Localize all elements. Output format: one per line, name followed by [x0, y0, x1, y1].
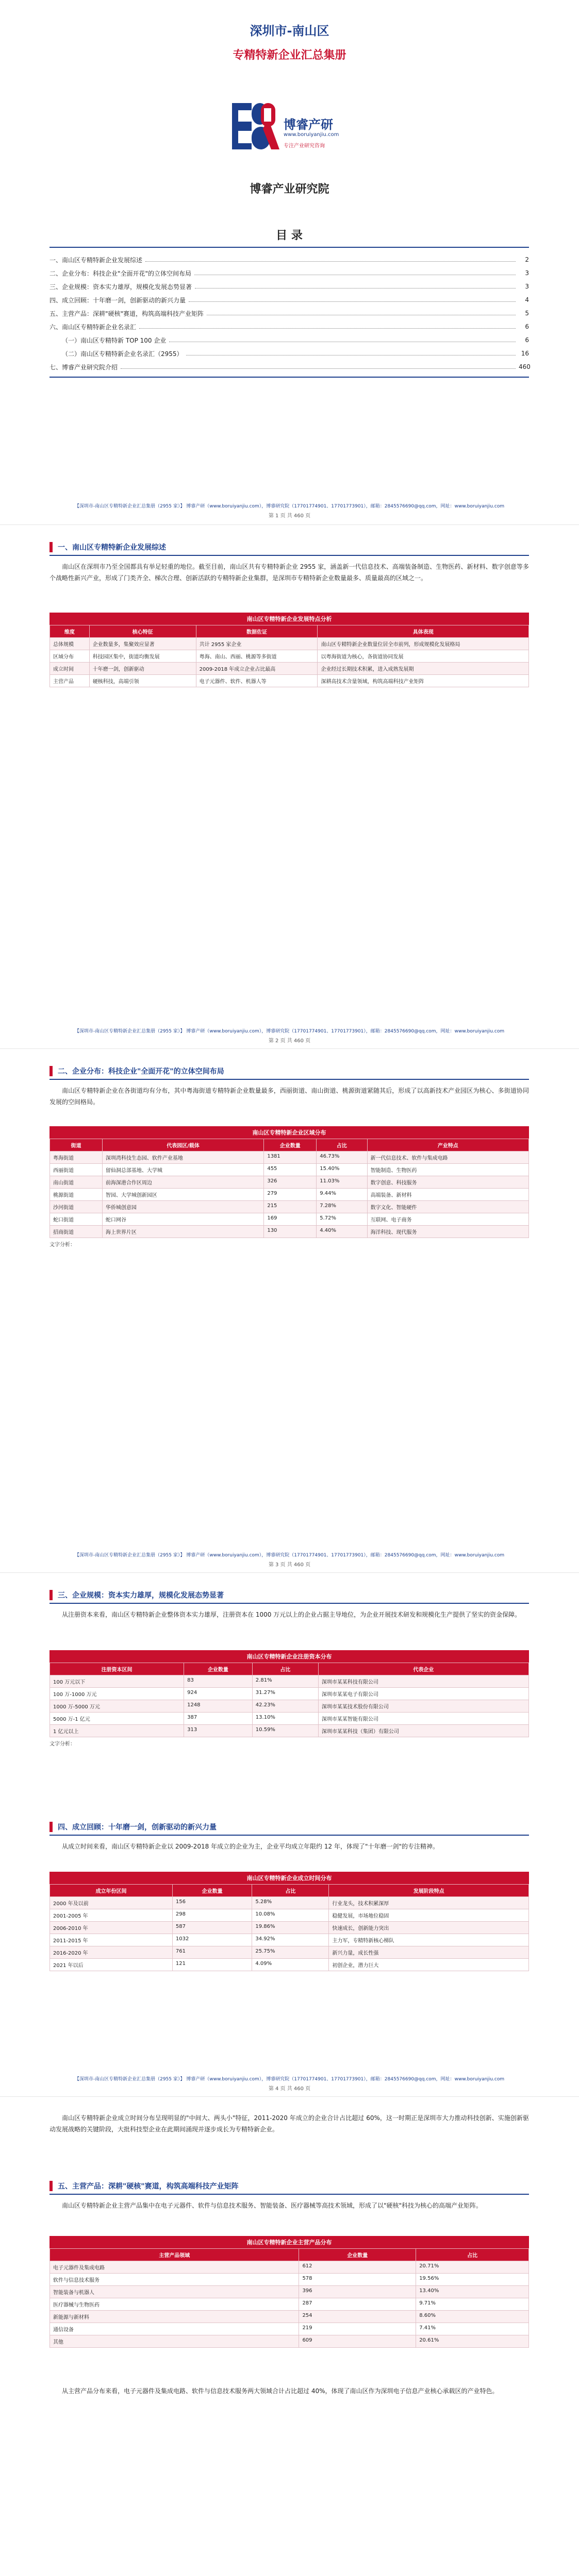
cover-subtitle: 专精特新企业汇总集册: [233, 49, 346, 62]
table-cell: 十年磨一剑，创新驱动: [89, 663, 196, 675]
table-cell: 软件与信息技术服务: [50, 2274, 299, 2286]
table-cell: 5.28%: [252, 1897, 329, 1909]
table-cell: 13.10%: [252, 1713, 318, 1725]
table-cell: 科技园区集中，街道均衡发展: [89, 650, 196, 663]
table-cell: 2.81%: [252, 1675, 318, 1688]
page-number: 第 2 页 共 460 页: [268, 1038, 311, 1044]
table-header-cell: 占比: [416, 2249, 529, 2261]
institute-name: 博睿产业研究院: [250, 183, 329, 196]
page-footer: 【深圳市-南山区专精特新企业汇总集册（2955 家）】 博睿产研（www.boruiyanjiu.com），博睿研究院（17701774901、17701773901），邮箱：2845576690@qq.com，网址：www.boruiyanjiu.com: [74, 504, 505, 509]
table-cell: 761: [172, 1946, 252, 1959]
table-cell: 169: [264, 1213, 317, 1226]
table-row: [50, 1713, 529, 1725]
table-header-cell: 占比: [317, 1139, 367, 1151]
cover-title: 深圳市-南山区: [250, 24, 329, 38]
table-cell: 9.44%: [317, 1189, 367, 1201]
toc-leader-dots: [139, 328, 516, 329]
table-cell: 深圳市某某科技（集团）有限公司: [318, 1725, 528, 1737]
table-cell: 34.92%: [252, 1934, 329, 1946]
section-1-intro: 南山区在深圳市乃至全国都具有举足轻重的地位。截至目前，南山区共有专精特新企业 2955 家，涵盖新一代信息技术、高端装备制造、生物医药、新材料、数字创意等多个战略性新兴产业，形成了门类齐全、梯次合理、创新活跃的专精特新企业集群，是深圳市专精特新企业数量最多、质量最高的区域之一。: [49, 563, 529, 582]
table-cell: 156: [172, 1897, 252, 1909]
table-cell: 新一代信息技术、软件与集成电路: [367, 1151, 528, 1164]
table-cell: 2001-2005 年: [50, 1909, 173, 1922]
table-row: [50, 2286, 529, 2298]
page-5: [0, 2097, 579, 2576]
table-cell: 612: [299, 2261, 416, 2274]
table-cell: 数字文化、智能硬件: [367, 1201, 528, 1213]
table-cell: 13.40%: [416, 2286, 529, 2298]
section-2-table: [49, 1126, 529, 1248]
table-cell: 前海深港合作区周边: [102, 1176, 263, 1189]
section-1-table: [49, 613, 529, 687]
table-cell: 924: [184, 1688, 253, 1700]
table-row: [50, 1922, 529, 1934]
table-cell: 南山街道: [50, 1176, 103, 1189]
table-cell: 成立时间: [50, 663, 90, 675]
table-header-cell: 占比: [252, 1885, 329, 1897]
table-cell: 1381: [264, 1151, 317, 1164]
section-5-header: [49, 2179, 529, 2193]
table-cell: 深圳市某某科技有限公司: [318, 1675, 528, 1688]
table-cell: 121: [172, 1959, 252, 1971]
table-cell: 深耕高技术含量领域，构筑高端科技产业矩阵: [318, 675, 529, 687]
table-row: [50, 1725, 529, 1737]
table-cell: 新能源与新材料: [50, 2311, 299, 2323]
table-row: [50, 2298, 529, 2311]
table-cell: 455: [264, 1164, 317, 1176]
section-3-header: [49, 1588, 529, 1602]
table-cell: 130: [264, 1226, 317, 1238]
section-4-header: [49, 1820, 529, 1834]
page-footer: 【深圳市-南山区专精特新企业汇总集册（2955 家）】 博睿产研（www.boruiyanjiu.com），博睿研究院（17701774901、17701773901），邮箱：2845576690@qq.com，网址：www.boruiyanjiu.com: [74, 1029, 505, 1034]
table-cell: 4.40%: [317, 1226, 367, 1238]
table-cell: 2000 年及以前: [50, 1897, 173, 1909]
table-cell: 主营产品: [50, 675, 90, 687]
section-1-table-title: 南山区专精特新企业发展特点分析: [49, 613, 529, 625]
table-header-cell: 代表企业: [318, 1663, 528, 1675]
table-row: [50, 1151, 529, 1164]
table-header-cell: 占比: [252, 1663, 318, 1675]
table-cell: 南山区专精特新企业数量位居全市前列，形成规模化发展格局: [318, 638, 529, 650]
table-header-cell: 具体表现: [318, 625, 529, 638]
table-cell: 深圳市某某智能有限公司: [318, 1713, 528, 1725]
section-5-title: 五、主营产品：深耕"硬核"赛道，构筑高端科技产业矩阵: [58, 2182, 239, 2191]
toc-item-label: （二）南山区专精特新企业名录汇（2955）: [62, 350, 183, 358]
toc-item-page: 16: [521, 350, 529, 357]
table-cell: 219: [299, 2323, 416, 2335]
table-cell: 396: [299, 2286, 416, 2298]
toc-item-label: （一）南山区专精特新 TOP 100 企业: [62, 336, 167, 344]
table-row: [50, 1909, 529, 1922]
toc-item-page: 5: [525, 310, 529, 317]
table-cell: 粤海街道: [50, 1151, 103, 1164]
table-cell: 稳健发展，市场地位稳固: [329, 1909, 529, 1922]
table-cell: 1000 万-5000 万元: [50, 1700, 184, 1713]
section-3-intro: 从注册资本来看，南山区专精特新企业整体资本实力雄厚，注册资本在 1000 万元以上的企业占据主导地位，为企业开展技术研发和规模化生产提供了坚实的资金保障。: [62, 1611, 521, 1618]
table-cell: 留仙洞总部基地、大学城: [102, 1164, 263, 1176]
table-cell: 行业龙头，技术积累深厚: [329, 1897, 529, 1909]
table-cell: 总体规模: [50, 638, 90, 650]
table-cell: 9.71%: [416, 2298, 529, 2311]
table-row: [50, 1226, 529, 1238]
table-row: [50, 1897, 529, 1909]
toc-title: 目 录: [276, 229, 303, 242]
table-row: [50, 1201, 529, 1213]
table-cell: 578: [299, 2274, 416, 2286]
table-cell: 587: [172, 1922, 252, 1934]
table-cell: 42.23%: [252, 1700, 318, 1713]
table-cell: 区域分布: [50, 650, 90, 663]
table-header-cell: 企业数量: [299, 2249, 416, 2261]
table-cell: 326: [264, 1176, 317, 1189]
section-3-table: [49, 1650, 529, 1747]
table-header-cell: 企业数量: [184, 1663, 253, 1675]
table-cell: 蛇口网谷: [102, 1213, 263, 1226]
toc-item-page: 3: [525, 269, 529, 277]
section-3-table-title: 南山区专精特新企业注册资本分布: [49, 1650, 529, 1663]
table-header-cell: 企业数量: [264, 1139, 317, 1151]
table-cell: 387: [184, 1713, 253, 1725]
table-cell: 2016-2020 年: [50, 1946, 173, 1959]
table-cell: 医疗器械与生物医药: [50, 2298, 299, 2311]
table-row: [50, 2261, 529, 2274]
table-cell: 西丽街道: [50, 1164, 103, 1176]
section-5-table: [49, 2236, 529, 2348]
section-3-analysis-label: 文字分析：: [49, 1741, 75, 1747]
toc-leader-dots: [121, 368, 516, 369]
section-1-title: 一、南山区专精特新企业发展综述: [58, 544, 166, 552]
table-row: [50, 1176, 529, 1189]
table-cell: 609: [299, 2335, 416, 2348]
table-cell: 7.41%: [416, 2323, 529, 2335]
table-cell: 快速成长，创新能力突出: [329, 1922, 529, 1934]
table-cell: 8.60%: [416, 2311, 529, 2323]
section-5-intro: 南山区专精特新企业主营产品集中在电子元器件、软件与信息技术服务、智能装备、医疗器械等高技术领域，形成了以"硬核"科技为核心的高端产业矩阵。: [62, 2202, 483, 2209]
toc-item-page: 2: [525, 256, 529, 263]
toc-leader-dots: [195, 288, 516, 289]
table-row: [50, 1688, 529, 1700]
table-row: [50, 1700, 529, 1713]
logo-brand-text: 博睿产研: [284, 117, 333, 132]
logo-url-text: www.boruiyanjiu.com: [284, 132, 339, 138]
table-header-cell: 企业数量: [172, 1885, 252, 1897]
page-number: 第 1 页 共 460 页: [268, 513, 311, 519]
table-header-cell: 注册资本区间: [50, 1663, 184, 1675]
table-row: [50, 1189, 529, 1201]
table-cell: 298: [172, 1909, 252, 1922]
page-3: [0, 1049, 579, 1573]
toc-item-page: 460: [519, 363, 531, 370]
table-cell: 桃源街道: [50, 1189, 103, 1201]
table-cell: 19.56%: [416, 2274, 529, 2286]
table-cell: 25.75%: [252, 1946, 329, 1959]
brand-logo: [232, 98, 351, 160]
table-header-cell: 代表园区/载体: [102, 1139, 263, 1151]
page-footer: 【深圳市-南山区专精特新企业汇总集册（2955 家）】 博睿产研（www.boruiyanjiu.com），博睿研究院（17701774901、17701773901），邮箱：2845576690@qq.com，网址：www.boruiyanjiu.com: [74, 2077, 505, 2082]
toc-item-page: 6: [525, 323, 529, 330]
table-cell: 招商街道: [50, 1226, 103, 1238]
section-2-intro: 南山区专精特新企业在各街道均有分布，其中粤海街道专精特新企业数量最多，西丽街道、南山街道、桃源街道紧随其后，形成了以高新技术产业园区为核心、多街道协同发展的空间格局。: [49, 1087, 529, 1106]
logo-slogan-text: 专注产业研究咨询: [284, 143, 325, 149]
table-row: [50, 1213, 529, 1226]
section-2-title: 二、企业分布：科技企业"全面开花"的立体空间布局: [58, 1067, 224, 1076]
toc-item-page: 6: [525, 336, 529, 344]
table-cell: 100 万-1000 万元: [50, 1688, 184, 1700]
table-header-cell: 发展阶段特点: [329, 1885, 529, 1897]
table-row: [50, 1164, 529, 1176]
page-footer: 【深圳市-南山区专精特新企业汇总集册（2955 家）】 博睿产研（www.boruiyanjiu.com），博睿研究院（17701774901、17701773901），邮箱：2845576690@qq.com，网址：www.boruiyanjiu.com: [74, 1553, 505, 1558]
section-2-header: [49, 1064, 529, 1078]
table-cell: 海上世界片区: [102, 1226, 263, 1238]
table-cell: 19.86%: [252, 1922, 329, 1934]
section-4-analysis: 南山区专精特新企业成立时间分布呈现明显的"中间大、两头小"特征，2011-2020 年成立的企业合计占比超过 60%，这一时期正是深圳市大力推动科技创新、实施创新驱动发展战略的关键阶段，大批科技型企业在此期间涌现并逐步成长为专精特新企业。: [49, 2114, 529, 2133]
table-cell: 31.27%: [252, 1688, 318, 1700]
toc-item-label: 一、南山区专精特新企业发展综述: [49, 256, 143, 264]
table-cell: 2009-2018 年成立企业占比最高: [196, 663, 318, 675]
table-cell: 通信设备: [50, 2323, 299, 2335]
table-cell: 企业经过长期技术积累，进入成熟发展期: [318, 663, 529, 675]
table-cell: 企业数量多，集聚效应显著: [89, 638, 196, 650]
table-cell: 279: [264, 1189, 317, 1201]
section-3-title: 三、企业规模：资本实力雄厚，规模化发展态势显著: [58, 1591, 224, 1600]
page-4: [0, 1573, 579, 2097]
table-cell: 1248: [184, 1700, 253, 1713]
toc-item[interactable]: [49, 347, 529, 360]
table-cell: 初创企业，潜力巨大: [329, 1959, 529, 1971]
toc-item[interactable]: [49, 266, 529, 280]
table-row: [50, 2274, 529, 2286]
table-cell: 互联网、电子商务: [367, 1213, 528, 1226]
table-row: [50, 2335, 529, 2348]
table-cell: 高端装备、新材料: [367, 1189, 528, 1201]
page-cover: [0, 0, 579, 525]
table-cell: 主力军，专精特新核心梯队: [329, 1934, 529, 1946]
table-cell: 深圳湾科技生态园、软件产业基地: [102, 1151, 263, 1164]
table-cell: 7.28%: [317, 1201, 367, 1213]
toc-item-label: 二、企业分布：科技企业"全面开花"的立体空间布局: [49, 269, 192, 277]
table-cell: 华侨城创意园: [102, 1201, 263, 1213]
table-cell: 以粤海街道为核心，各街道协同发展: [318, 650, 529, 663]
table-header-cell: 核心特征: [89, 625, 196, 638]
table-cell: 20.61%: [416, 2335, 529, 2348]
toc-item[interactable]: [49, 253, 529, 266]
page-number: 第 4 页 共 460 页: [268, 2086, 311, 2092]
toc-item-label: 三、企业规模：资本实力雄厚，规模化发展态势显著: [49, 283, 192, 291]
table-row: [50, 638, 529, 650]
toc-item[interactable]: [49, 333, 529, 347]
table-cell: 313: [184, 1725, 253, 1737]
toc-leader-dots: [145, 261, 516, 262]
table-row: [50, 675, 529, 687]
table-row: [50, 663, 529, 675]
section-4-intro: 从成立时间来看，南山区专精特新企业以 2009-2018 年成立的企业为主，企业平均成立年限约 12 年，体现了"十年磨一剑"的专注精神。: [62, 1843, 439, 1850]
section-5-table-title: 南山区专精特新企业主营产品分布: [49, 2236, 529, 2248]
table-cell: 深圳市某某电子有限公司: [318, 1688, 528, 1700]
table-header-cell: 主营产品领域: [50, 2249, 299, 2261]
toc-list: [49, 253, 529, 374]
table-cell: 10.59%: [252, 1725, 318, 1737]
table-cell: 46.73%: [317, 1151, 367, 1164]
section-4-table-title: 南山区专精特新企业成立时间分布: [49, 1872, 529, 1884]
table-cell: 海洋科技、现代服务: [367, 1226, 528, 1238]
table-cell: 2006-2010 年: [50, 1922, 173, 1934]
toc-item[interactable]: [49, 320, 529, 333]
table-cell: 1032: [172, 1934, 252, 1946]
table-row: [50, 1934, 529, 1946]
toc-item-page: 3: [525, 283, 529, 290]
table-header-cell: 数据佐证: [196, 625, 318, 638]
toc-leader-dots: [189, 301, 516, 302]
table-cell: 其他: [50, 2335, 299, 2348]
table-header-cell: 街道: [50, 1139, 103, 1151]
table-cell: 10.08%: [252, 1909, 329, 1922]
section-4-table: [49, 1872, 529, 1971]
table-cell: 287: [299, 2298, 416, 2311]
toc-item-label: 七、博睿产业研究院介绍: [49, 363, 118, 371]
table-cell: 新兴力量，成长性强: [329, 1946, 529, 1959]
table-cell: 电子元器件、软件、机器人等: [196, 675, 318, 687]
table-cell: 254: [299, 2311, 416, 2323]
table-cell: 11.03%: [317, 1176, 367, 1189]
table-cell: 215: [264, 1201, 317, 1213]
toc: [49, 227, 529, 378]
table-cell: 粤海、南山、西丽、桃源等多街道: [196, 650, 318, 663]
table-cell: 5000 万-1 亿元: [50, 1713, 184, 1725]
table-cell: 硬核科技，高端引领: [89, 675, 196, 687]
table-cell: 智能制造、生物医药: [367, 1164, 528, 1176]
table-cell: 5.72%: [317, 1213, 367, 1226]
toc-item[interactable]: [49, 360, 529, 374]
toc-item-label: 四、成立回顾：十年磨一剑，创新驱动的新兴力量: [49, 296, 186, 304]
section-1-header: [49, 540, 529, 554]
table-row: [50, 650, 529, 663]
section-4-title: 四、成立回顾：十年磨一剑，创新驱动的新兴力量: [58, 1823, 217, 1832]
toc-item[interactable]: [49, 307, 529, 320]
table-cell: 4.09%: [252, 1959, 329, 1971]
table-cell: 1 亿元以上: [50, 1725, 184, 1737]
table-cell: 深圳市某某技术股份有限公司: [318, 1700, 528, 1713]
table-cell: 沙河街道: [50, 1201, 103, 1213]
toc-item-label: 六、南山区专精特新企业名录汇: [49, 323, 137, 331]
table-cell: 共计 2955 家企业: [196, 638, 318, 650]
table-cell: 15.40%: [317, 1164, 367, 1176]
table-row: [50, 2323, 529, 2335]
section-2-analysis-label: 文字分析：: [49, 1242, 75, 1248]
table-cell: 100 万元以下: [50, 1675, 184, 1688]
toc-item[interactable]: [49, 293, 529, 307]
section-2-table-title: 南山区专精特新企业区域分布: [49, 1126, 529, 1139]
table-cell: 数字创意、科技服务: [367, 1176, 528, 1189]
table-header-cell: 成立年份区间: [50, 1885, 173, 1897]
table-row: [50, 1959, 529, 1971]
table-header-cell: 维度: [50, 625, 90, 638]
table-row: [50, 1946, 529, 1959]
table-cell: 20.71%: [416, 2261, 529, 2274]
toc-item[interactable]: [49, 280, 529, 293]
table-row: [50, 2311, 529, 2323]
page-2: [0, 525, 579, 1049]
table-row: [50, 1675, 529, 1688]
table-cell: 电子元器件及集成电路: [50, 2261, 299, 2274]
table-cell: 智园、大学城创新园区: [102, 1189, 263, 1201]
table-header-cell: 产业特点: [367, 1139, 528, 1151]
toc-item-page: 4: [525, 296, 529, 303]
table-cell: 2021 年以后: [50, 1959, 173, 1971]
table-cell: 83: [184, 1675, 253, 1688]
section-5-analysis: 从主营产品分布来看，电子元器件及集成电路、软件与信息技术服务两大领域合计占比超过 40%，体现了南山区作为深圳电子信息产业核心承载区的产业特色。: [62, 2387, 499, 2395]
page-number: 第 3 页 共 460 页: [268, 1562, 311, 1568]
table-cell: 智能装备与机器人: [50, 2286, 299, 2298]
toc-item-label: 五、主营产品：深耕"硬核"赛道，构筑高端科技产业矩阵: [49, 310, 204, 317]
table-cell: 2011-2015 年: [50, 1934, 173, 1946]
table-cell: 蛇口街道: [50, 1213, 103, 1226]
